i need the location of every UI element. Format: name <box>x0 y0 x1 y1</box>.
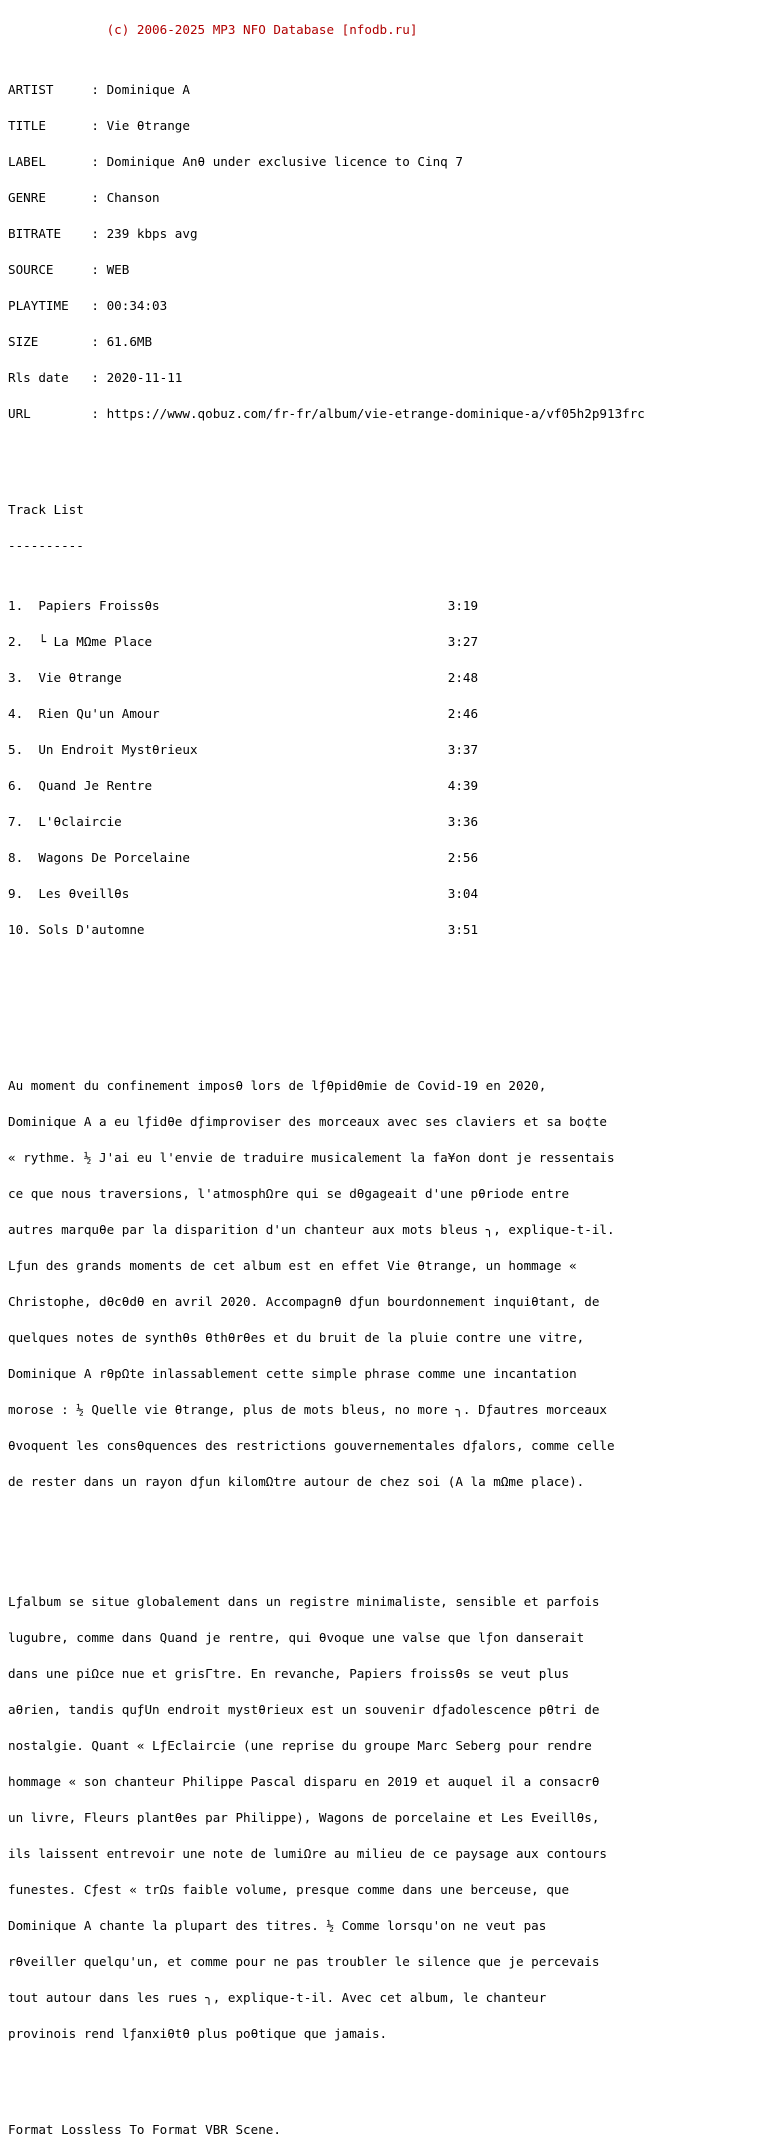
text-line: Dominique A a eu lƒidθe dƒimproviser des morceaux avec ses claviers et sa bo¢te <box>8 1114 607 1129</box>
text-line: Dominique A chante la plupart des titres. ½ Comme lorsqu'on ne veut pas <box>8 1918 547 1933</box>
text-line: provinois rend lƒanxiθtθ plus poθtique que jamais. <box>8 2026 388 2041</box>
track-row: 1. Papiers Froissθs 3:19 <box>8 598 479 613</box>
description-paragraph-1 <box>8 1056 645 1512</box>
text-line: Dominique A rθpΩte inlassablement cette simple phrase comme une incantation <box>8 1366 577 1381</box>
text-line: aθrien, tandis quƒUn endroit mystθrieux est un souvenir dƒadolescence pθtri de <box>8 1702 600 1717</box>
text-line: Au moment du confinement imposθ lors de lƒθpidθmie de Covid-19 en 2020, <box>8 1078 547 1093</box>
text-line: de rester dans un rayon dƒun kilomΩtre autour de chez soi (A la mΩme place). <box>8 1474 585 1489</box>
text-line: funestes. Cƒest « trΩs faible volume, presque comme dans une berceuse, que <box>8 1882 570 1897</box>
track-row: 5. Un Endroit Mystθrieux 3:37 <box>8 742 479 757</box>
track-row: 3. Vie θtrange 2:48 <box>8 670 479 685</box>
spacer <box>8 468 645 480</box>
text-line: hommage « son chanteur Philippe Pascal disparu en 2019 et auquel il a consacrθ <box>8 1774 600 1789</box>
text-line: lugubre, comme dans Quand je rentre, qui θvoque une valse que lƒon danserait <box>8 1630 585 1645</box>
spacer <box>8 1536 645 1548</box>
text-line: morose : ½ Quelle vie θtrange, plus de mots bleus, no more ╮. Dƒautres morceaux <box>8 1402 607 1417</box>
track-row: 8. Wagons De Porcelaine 2:56 <box>8 850 479 865</box>
text-line: autres marquθe par la disparition d'un chanteur aux mots bleus ╮, explique-t-il. <box>8 1222 615 1237</box>
tracklist-rule: ---------- <box>8 538 84 553</box>
footer-note: Format Lossless To Format VBR Scene. <box>8 2122 281 2137</box>
info-bitrate: BITRATE : 239 kbps avg <box>8 226 198 241</box>
text-line: ce que nous traversions, l'atmosphΩre qui se dθgageait d'une pθriode entre <box>8 1186 570 1201</box>
track-row: 2. └ La MΩme Place 3:27 <box>8 634 479 649</box>
text-line: « rythme. ½ J'ai eu l'envie de traduire musicalement la fa¥on dont je ressentais <box>8 1150 615 1165</box>
spacer <box>8 1020 645 1032</box>
info-release-date: Rls date : 2020-11-11 <box>8 370 183 385</box>
text-line: rθveiller quelqu'un, et comme pour ne pas troubler le silence que je percevais <box>8 1954 600 1969</box>
spacer <box>8 984 645 996</box>
nfo-document <box>8 0 645 2148</box>
release-info <box>8 60 645 444</box>
spacer <box>8 2088 645 2100</box>
info-source: SOURCE : WEB <box>8 262 130 277</box>
track-row: 6. Quand Je Rentre 4:39 <box>8 778 479 793</box>
text-line: Christophe, dθcθdθ en avril 2020. Accompagnθ dƒun bourdonnement inquiθtant, de <box>8 1294 600 1309</box>
text-line: tout autour dans les rues ╮, explique-t-il. Avec cet album, le chanteur <box>8 1990 547 2005</box>
track-row: 9. Les θveillθs 3:04 <box>8 886 479 901</box>
text-line: quelques notes de synthθs θthθrθes et du bruit de la pluie contre une vitre, <box>8 1330 585 1345</box>
info-title: TITLE : Vie θtrange <box>8 118 190 133</box>
track-list <box>8 576 645 960</box>
info-genre: GENRE : Chanson <box>8 190 160 205</box>
info-url: URL : https://www.qobuz.com/fr-fr/album/vie-etrange-dominique-a/vf05h2p913frc <box>8 406 645 421</box>
info-label: LABEL : Dominique Anθ under exclusive licence to Cinq 7 <box>8 154 463 169</box>
description-paragraph-2 <box>8 1572 645 2064</box>
track-row: 7. L'θclaircie 3:36 <box>8 814 479 829</box>
info-size: SIZE : 61.6MB <box>8 334 153 349</box>
track-row: 4. Rien Qu'un Amour 2:46 <box>8 706 479 721</box>
text-line: Lƒun des grands moments de cet album est en effet Vie θtrange, un hommage « <box>8 1258 577 1273</box>
text-line: un livre, Fleurs plantθes par Philippe), Wagons de porcelaine et Les Eveillθs, <box>8 1810 600 1825</box>
site-header: (c) 2006-2025 MP3 NFO Database [nfodb.ru] <box>8 22 418 37</box>
tracklist-title: Track List <box>8 502 84 517</box>
text-line: ils laissent entrevoir une note de lumiΩre au milieu de ce paysage aux contours <box>8 1846 607 1861</box>
text-line: dans une piΩce nue et grisΓtre. En revanche, Papiers froissθs se veut plus <box>8 1666 570 1681</box>
text-line: nostalgie. Quant « LƒEclaircie (une reprise du groupe Marc Seberg pour rendre <box>8 1738 592 1753</box>
info-playtime: PLAYTIME : 00:34:03 <box>8 298 168 313</box>
text-line: θvoquent les consθquences des restrictions gouvernementales dƒalors, comme celle <box>8 1438 615 1453</box>
track-row: 10. Sols D'automne 3:51 <box>8 922 479 937</box>
info-artist: ARTIST : Dominique A <box>8 82 190 97</box>
text-line: Lƒalbum se situe globalement dans un registre minimaliste, sensible et parfois <box>8 1594 600 1609</box>
